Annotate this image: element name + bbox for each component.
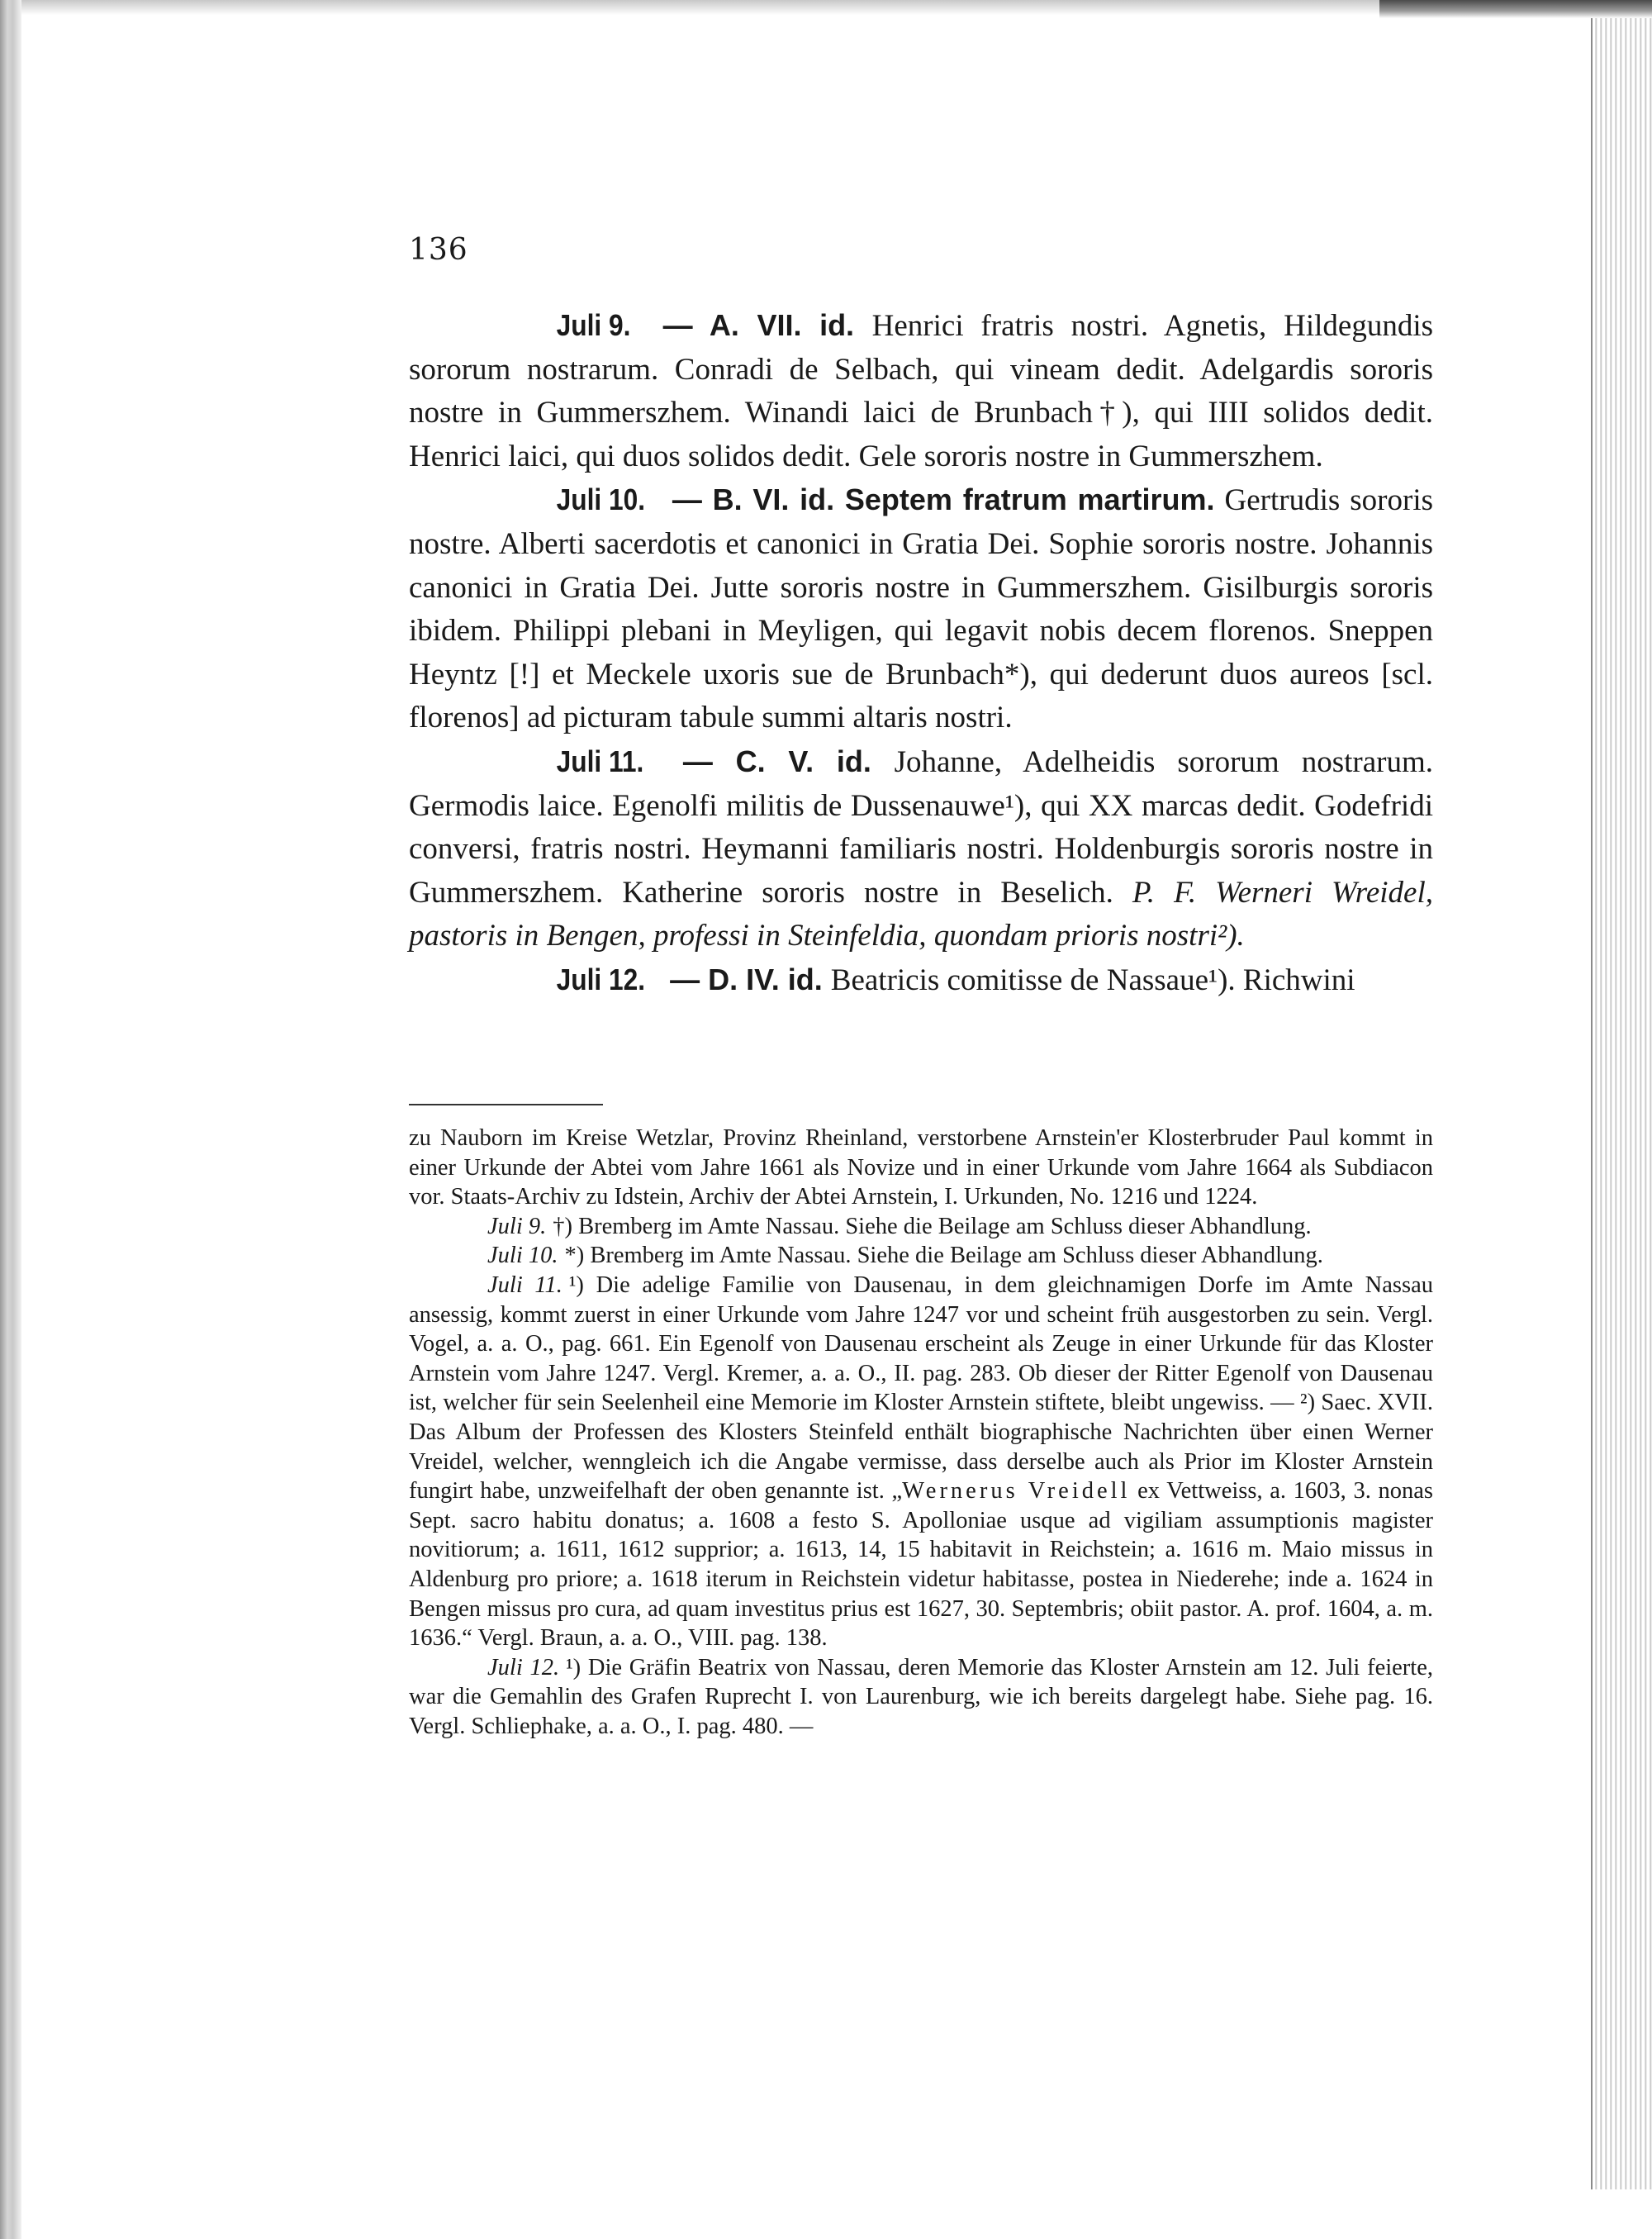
entry-juli-12 [409, 958, 1433, 1003]
entry-text: Gertrudis sororis nostre. Alberti sacerdotis et canonici in Gratia Dei. Sophie sororis nostre. Johannis canonici in Gratia Dei. Jutte sororis nostre in Gummerszhem. Gisilburgis sororis ibidem. Philippi plebani in Meyligen, qui legavit nobis decem florenos. Sneppen Heyntz [!] et Meckele uxoris sue de Brunbach*), qui dederunt duos aureos [scl. florenos] ad picturam tabule summi altaris nostri. [409, 483, 1433, 735]
entry-italic-text: P. F. Werneri Wreidel, pastoris in Bengen, professi in Steinfeldia, quondam prioris nostri²). [409, 875, 1433, 953]
page-edges [1591, 0, 1652, 2189]
footnote-text: zu Nauborn im Kreise Wetzlar, Provinz Rheinland, verstorbene Arnstein'er Klosterbruder Paul kommt in einer Urkunde der Abtei vom Jahre 1661 als Novize und in einer Urkunde vom Jahre 1664 als Subdiacon vor. Staats-Archiv zu Idstein, Archiv der Abtei Arnstein, I. Urkunden, No. 1216 und 1224. [409, 1125, 1433, 1210]
footnote-label: Juli 10. [487, 1243, 558, 1269]
entry-letter: — D. IV. id. [662, 962, 831, 996]
entry-letter: — B. VI. id. [662, 483, 845, 517]
footnote-label: Juli 12. [487, 1654, 560, 1680]
footnote-label: Juli 11. [487, 1272, 563, 1298]
page-number: 136 [409, 233, 468, 267]
footnote-juli-9 [409, 1212, 1433, 1242]
entry-juli-11 [409, 740, 1433, 958]
entry-date: Juli 10. [556, 483, 646, 517]
entry-feast: Septem fratrum martirum. [844, 483, 1215, 517]
footnote-text: ¹) Die Gräfin Beatrix von Nassau, deren Memorie das Kloster Arnstein am 12. Juli feierte, war die Gemahlin des Grafen Ruprecht I. von Laurenburg, wie ich bereits dargelegt habe. Siehe pag. 16. Vergl. Schliephake, a. a. O., I. pag. 480. — [409, 1654, 1433, 1739]
entry-text: Henrici fratris nostri. Agnetis, Hildegundis sororum nostrarum. Conradi de Selbach, qui vineam dedit. Adelgardis sororis nostre in Gummerszhem. Winandi laici de Brunbach†), qui IIII solidos dedit. Henrici laici, qui duos solidos dedit. Gele sororis nostre in Gummerszhem. [409, 309, 1434, 473]
footnote-text: †) Bremberg im Amte Nassau. Siehe die Beilage am Schluss dieser Abhandlung. [553, 1213, 1312, 1239]
necrology-text [409, 304, 1433, 1003]
book-gutter-shadow [0, 0, 21, 2239]
entry-juli-10 [409, 478, 1433, 740]
entry-text: Beatricis comitisse de Nassaue¹). Richwini [830, 963, 1355, 997]
footnote-text: *) Bremberg im Amte Nassau. Siehe die Beilage am Schluss dieser Abhandlung. [564, 1243, 1323, 1269]
entry-date: Juli 11. [556, 744, 644, 778]
entry-date: Juli 9. [556, 308, 631, 342]
footnote-continuation [409, 1124, 1433, 1212]
footnotes [409, 1124, 1433, 1741]
footnote-text: ¹) Die adelige Familie von Dausenau, in dem gleichnamigen Dorfe im Amte Nassau ansessig, kommt zuerst in einer Urkunde vom Jahre 1247 vor und scheint früh ausgestorben zu sein. Vergl. Vogel, a. a. O., pag. 661. Ein Egenolf von Dausenau erscheint als Zeuge in einer Urkunde für das Kloster Arnstein vom Jahre 1247. Vergl. Kremer, a. a. O., II. pag. 283. Ob dieser der Ritter Egenolf von Dausenau ist, welcher für sein Seelenheil eine Memorie im Kloster Arnstein stiftete, bleibt ungewiss. — ²) Saec. XVII. Das Album der Professen des Klosters Steinfeld enthält biographische Nachrichten über einen Werner Vreidel, welcher, wenngleich ich die Angabe vermisse, dass derselbe auch als Prior im Kloster Arnstein fungirt habe, unzweifelhaft der oben genannte ist. „ [409, 1272, 1433, 1505]
entry-juli-9 [409, 304, 1433, 478]
footnote-text-after: ex Vettweiss, a. 1603, 3. nonas Sept. sacro habitu donatus; a. 1608 a festo S. Apolloniae usque ad vigiliam assumptionis magister novitiorum; a. 1611, 1612 supprior; a. 1613, 14, 15 habitavit in Reichstein; a. 1616 m. Maio missus in Aldenburg pro priore; a. 1618 iterum in Reichstein videtur habitasse, postea in Niederehe; inde a. 1624 in Bengen missus pro cura, ad quam investitus prius est 1627, 30. Septembris; obiit pastor. A. prof. 1604, a. m. 1636.“ Vergl. Braun, a. a. O., VIII. pag. 138. [409, 1478, 1433, 1652]
entry-letter: — C. V. id. [660, 744, 895, 778]
entry-letter: — A. VII. id. [645, 308, 872, 342]
entry-text: Johanne, Adelheidis sororum nostrarum. Germodis laice. Egenolfi militis de Dussenauwe¹), qui XX marcas dedit. Godefridi conversi, fratris nostri. Heymanni familiaris nostri. Holdenburgis sororis nostre in Gummerszhem. Katherine sororis nostre in Beselich. [409, 744, 1433, 910]
footnote-label: Juli 9. [487, 1213, 547, 1239]
footnote-juli-10 [409, 1241, 1433, 1271]
footnote-divider [409, 1104, 603, 1105]
footnote-juli-12 [409, 1653, 1433, 1742]
footnote-spaced-name: Wernerus Vreidell [902, 1478, 1131, 1505]
entry-date: Juli 12. [556, 962, 646, 996]
footnote-juli-11 [409, 1271, 1433, 1653]
page-edges-top [1379, 0, 1652, 18]
